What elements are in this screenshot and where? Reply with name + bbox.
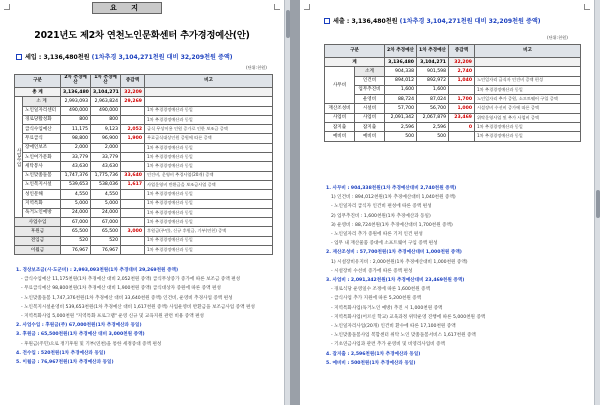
table-row (15, 115, 273, 124)
table-row (325, 113, 581, 122)
value-1st-budget: 2,067,879 (417, 113, 449, 122)
value-change (121, 162, 145, 171)
header-cell: 1차 추경예산 (91, 75, 121, 88)
value-change: 2,052 (121, 125, 145, 134)
value-1st-budget: 76,967 (91, 246, 121, 255)
table-header-row (325, 45, 581, 58)
value-change: 23,469 (449, 113, 475, 122)
value-change: 1,040 (449, 76, 475, 85)
note-line: - 노인맞춤돌봄사업 복합센터 위탁 노인 맞춤돌봄서비스 1,617천원 증액 (331, 333, 476, 339)
value-change (121, 208, 145, 217)
revenue-notes (16, 266, 278, 367)
row-label: 노인복지시설 (23, 180, 61, 189)
value-change: 3,000 (121, 227, 145, 236)
group-label: 사무비 (325, 67, 355, 104)
value-2nd-budget: 11,175 (61, 125, 91, 134)
revenue-summary-text: 세입 : 3,136,480천원 (25, 54, 90, 61)
value-1st-budget: 490,000 (91, 106, 121, 115)
table-row (15, 236, 273, 245)
scrollbar-thumb[interactable] (596, 190, 600, 218)
value-1st-budget: 1,600 (417, 85, 449, 94)
value-change (121, 236, 145, 245)
group-label: 예비비 (325, 132, 355, 141)
group-label: 사업비 (325, 113, 355, 122)
note-line: - 후원금(주민)으로 정기후원 및 기부(연천)을 통한 세정증대 증액 편성 (21, 341, 162, 347)
row-note: 1차 추경경정예산과 동일 (145, 190, 273, 199)
value-2nd-budget: 490,000 (61, 106, 91, 115)
table-row (15, 97, 273, 106)
row-label: 예비비 (355, 132, 385, 141)
header-cell: 비고 (145, 75, 273, 88)
row-label: 성인문해 (23, 190, 61, 199)
value-1st-budget: 43,630 (91, 162, 121, 171)
group-label: 재산조성비 (325, 104, 355, 113)
value-change: 1,000 (449, 104, 475, 113)
note-line: - 무료급식예산 98,800천원(1차 추경예산 대비 1,900천원 증액) 급식대상자 증원에 따른 증액 편성 (21, 286, 221, 292)
row-note: 1차 추경경정예산과 동일 (145, 143, 273, 152)
row-label: 경로당활성화 (23, 115, 61, 124)
row-note: 1차 추경경정예산과 동일 (475, 85, 581, 94)
row-label: 후원금 (15, 227, 61, 236)
row-note: 1차 추경경정예산과 동일 (145, 115, 273, 124)
note-line: 1) 인건비 : 894,012천원(1차 추경예산대비 1,040천원 증액) (331, 195, 456, 201)
row-note: 1차 추경경정예산과 동일 (145, 208, 273, 217)
table-row (15, 134, 273, 143)
value-2nd-budget: 57,700 (385, 104, 417, 113)
table-row (15, 227, 273, 236)
value-2nd-budget: 98,800 (61, 134, 91, 143)
expense-summary (324, 18, 541, 25)
note-line: 2. 재산조성비 : 57,700천원(1차 추경예산대비 1,000천원 증액) (326, 250, 462, 256)
value-1st-budget: 892,972 (417, 76, 449, 85)
row-label: 인건비 (355, 76, 385, 85)
row-label: 운영비 (355, 95, 385, 104)
value-2nd-budget: 894,012 (385, 76, 417, 85)
value-change: 0 (449, 123, 475, 132)
value-1st-budget: 5,000 (91, 199, 121, 208)
note-line: 5. 예비비 : 500천원(1차 추경예산과 동일) (326, 360, 416, 366)
value-change: 2,740 (449, 67, 475, 76)
table-row (325, 85, 581, 94)
row-note (475, 67, 581, 76)
row-note: 인건비, 운영비 추경사업(20개) 증액 (145, 171, 273, 180)
value-1st-budget: 9,123 (91, 125, 121, 134)
value-2nd-budget: 1,600 (385, 85, 417, 94)
row-note: 노인일자리 추가 증원, 소프트웨어 구입 증액 (475, 95, 581, 104)
value-2nd-budget: 2,596 (385, 123, 417, 132)
crop-mark (584, 4, 590, 10)
row-label: 잡지출 (355, 123, 385, 132)
row-label: 업무추진비 (355, 85, 385, 94)
row-label: 노인여가문화 (23, 153, 61, 162)
row-note (145, 97, 273, 106)
summary-banner: 요 지 (92, 2, 162, 14)
row-label: 소 계 (23, 97, 61, 106)
page-gap (290, 0, 300, 405)
value-1st-budget: 67,000 (91, 218, 121, 227)
header-cell: 증감액 (121, 75, 145, 88)
value-2nd-budget: 88,724 (385, 95, 417, 104)
table-row (15, 125, 273, 134)
expense-summary-text: 세출 : 3,136,480천원 (333, 18, 398, 25)
value-2nd-budget: 43,630 (61, 162, 91, 171)
value-2nd-budget: 520 (61, 236, 91, 245)
value-2nd-budget: 3,136,480 (61, 88, 91, 97)
table-row (15, 199, 273, 208)
note-line: 3. 사업비 : 2,091,342천원(1차 추경예산대비 23,469천원 증액) (326, 278, 465, 284)
header-cell: 2차 추경예산 (385, 45, 417, 58)
note-line: 2) 업무추진비 : 1,600천원(1차 추경예산과 동일) (331, 213, 431, 219)
value-1st-budget: 538,036 (91, 180, 121, 189)
note-line: - 급식사업 추가 지원에 따른 5,200천원 증액 (331, 296, 422, 302)
header-cell: 구분 (15, 75, 61, 88)
value-change: 1,700 (449, 95, 475, 104)
row-note: 무료급식대상인원 증원에 따른 증액 (145, 134, 273, 143)
value-2nd-budget: 800 (61, 115, 91, 124)
value-change (449, 132, 475, 141)
value-change (121, 143, 145, 152)
note-line: - 노인일자리사업(20개) 인건비 환수에 따른 17,100천원 증액 (331, 324, 456, 330)
row-note: 노인일자리 급식자 인건비 증액 편성 (475, 76, 581, 85)
note-line: - 노인일자리 급식자 인건비 편성에 따른 증액 편성 (331, 204, 432, 210)
note-line: - 업무 내 재산물품 증대에 소프트웨어 구입 증액 편성 (331, 241, 438, 247)
value-1st-budget: 87,024 (417, 95, 449, 104)
value-2nd-budget: 65,500 (61, 227, 91, 236)
document-page-left (0, 0, 284, 405)
table-row (15, 218, 273, 227)
row-label: 전입금 (15, 236, 61, 245)
table-header-row (15, 75, 273, 88)
value-change (121, 190, 145, 199)
table-row (15, 143, 273, 152)
value-1st-budget: 96,900 (91, 134, 121, 143)
row-note: 1차 추경경정예산과 동일 (145, 106, 273, 115)
row-label: 소계 (355, 67, 385, 76)
value-2nd-budget: 67,000 (61, 218, 91, 227)
row-note: 1차 추경경정예산과 동일 (145, 236, 273, 245)
value-2nd-budget: 539,653 (61, 180, 91, 189)
value-1st-budget: 2,000 (91, 143, 121, 152)
value-1st-budget: 1,775,736 (91, 171, 121, 180)
value-1st-budget: 800 (91, 115, 121, 124)
note-line: - 지역특화사업 5,000천원 "지역특화 프로그램" 운영 신규 및 교육지원 관련 비용 증액 편성 (21, 314, 204, 320)
revenue-summary (16, 54, 233, 61)
header-cell: 비고 (475, 45, 581, 58)
table-row (15, 180, 273, 189)
note-line: 3) 운영비 : 88,724천원(1차 추경예산대비 1,700천원 증액) (331, 222, 453, 228)
table-row (325, 123, 581, 132)
value-2nd-budget: 4,550 (61, 190, 91, 199)
value-2nd-budget: 5,000 (61, 199, 91, 208)
row-note (475, 58, 581, 67)
revenue-table (14, 74, 273, 255)
value-change (121, 115, 145, 124)
value-change (121, 218, 145, 227)
value-change (121, 153, 145, 162)
value-2nd-budget: 500 (385, 132, 417, 141)
table-row (325, 132, 581, 141)
value-change: 1,900 (121, 134, 145, 143)
value-change: 32,209 (121, 88, 145, 97)
row-label: 사업수입 (15, 218, 61, 227)
row-label: 장애인보조 (23, 143, 61, 152)
document-page-right (300, 0, 600, 405)
note-line: - 지역특화사업(독거노인 예방) 추진 시 1,000천원 증액 (331, 305, 443, 311)
header-cell: 1차 추경예산 (417, 45, 449, 58)
row-note: 사업운영비 반환금을 보조금사업 증액 (145, 180, 273, 189)
expense-table (324, 44, 581, 142)
value-1st-budget: 520 (91, 236, 121, 245)
note-line: 1. 사무비 : 904,338천원(1차 추경예산대비 2,740천원 증액) (326, 186, 457, 191)
table-row (15, 88, 273, 97)
value-1st-budget: 4,550 (91, 190, 121, 199)
table-row (15, 171, 273, 180)
value-change: 1,617 (121, 180, 145, 189)
expense-summary-detail: (1차추경 3,104,271천원 대비 32,209천원 증액) (399, 18, 541, 25)
row-note: 급식 무상이용 인원 증가로 인한 보조금 증액 (145, 125, 273, 134)
value-2nd-budget: 24,000 (61, 208, 91, 217)
note-line: 3. 후원금 : 65,500천원(1차 추경예산 대비 3,000천원 증액) (16, 332, 145, 338)
value-2nd-budget: 2,000 (61, 143, 91, 152)
row-label: 지역특화 (23, 199, 61, 208)
page-title: 2021년도 제2차 연천노인문화센터 추가경정예산(안) (34, 30, 250, 41)
expense-notes (326, 184, 588, 368)
value-1st-budget: 2,596 (417, 123, 449, 132)
note-line: 4. 잡지출 : 2,596천원(1차 추경예산과 동일) (326, 351, 421, 357)
value-1st-budget: 500 (417, 132, 449, 141)
note-line: - 급식수입예산 11,175천원(1차 추경예산 대비 2,052천원 증액) 급식무상증가 증가에 따른 보조금 증액 편성 (21, 277, 241, 283)
table-row (325, 104, 581, 113)
row-note: 1차 추경경정예산과 동일 (145, 199, 273, 208)
header-cell: 2차 추경예산 (61, 75, 91, 88)
row-label: 급식수입예산 (23, 125, 61, 134)
table-row (15, 246, 273, 255)
row-note: 1차 추경경정예산과 동일 (145, 153, 273, 162)
note-line: 2. 사업수입 : 후원금(주) 67,000천원(1차 추경예산과 동일) (16, 323, 142, 329)
row-label: 총 계 (15, 88, 61, 97)
value-change: 29,269 (121, 97, 145, 106)
table-row (15, 106, 273, 115)
table-row (325, 67, 581, 76)
square-bullet-icon (16, 54, 22, 60)
row-note: 1차 추경경정예산과 동일 (145, 246, 273, 255)
value-1st-budget: 3,104,271 (91, 88, 121, 97)
group-label: 잡지출 (325, 123, 355, 132)
unit-label: (단위:천원) (547, 35, 568, 40)
value-2nd-budget: 904,338 (385, 67, 417, 76)
value-2nd-budget: 2,993,093 (61, 97, 91, 106)
row-label: 시설비 (355, 104, 385, 113)
crop-mark (304, 4, 310, 10)
row-label: 이월금 (15, 246, 61, 255)
value-change (121, 199, 145, 208)
row-note (145, 88, 273, 97)
header-cell: 구분 (325, 45, 385, 58)
row-label: 노인일자리센터 (23, 106, 61, 115)
table-row (325, 95, 581, 104)
value-1st-budget: 3,104,271 (417, 58, 449, 67)
note-line: 1. 경상보조금(시·도군비) : 2,993,093천원(1차 추경대비 29,269천원 증액) (16, 268, 179, 273)
row-label: 계 (325, 58, 385, 67)
value-change (449, 85, 475, 94)
row-label: 노인맞춤돌봄 (23, 171, 61, 180)
note-line: - 지역특화사업(어르신 학교) 교육과정 위탁운영 진행에 따른 5,000천원 증액 (331, 314, 486, 320)
crop-mark (4, 4, 10, 10)
table-row (15, 162, 273, 171)
row-note: 1차 추경경정예산과 동일 (145, 162, 273, 171)
row-label: 무료급식 (23, 134, 61, 143)
value-change: 33,640 (121, 171, 145, 180)
note-line: 4. 전수입 : 520천원(1차 추경예산과 동일) (16, 350, 106, 356)
header-cell: 증감액 (449, 45, 475, 58)
row-note: 1차 추경경정예산과 동일 (475, 132, 581, 141)
table-row (325, 76, 581, 85)
unit-label: (단위:천원) (246, 65, 267, 70)
row-note: 1차 추경경정예산과 동일 (475, 123, 581, 132)
table-row (15, 153, 273, 162)
note-line: - 노인복지시설운영비 539,653천원(1차 추경예산 대비 1,617천원 증액) 사업운영비 반환금을 보조금사업 증액 편성 (21, 304, 255, 310)
value-1st-budget: 24,000 (91, 208, 121, 217)
square-bullet-icon (324, 18, 330, 24)
note-line: - 노인일자리 추가 증원에 따른 기저 인건 편성 (331, 232, 423, 238)
row-note: 후원금(주민), 신규 후원금, 기부(연천) 증액 (145, 227, 273, 236)
value-2nd-budget: 33,779 (61, 153, 91, 162)
value-2nd-budget: 3,136,480 (385, 58, 417, 67)
crop-mark (274, 4, 280, 10)
value-1st-budget: 2,963,824 (91, 97, 121, 106)
row-label: 사업비 (355, 113, 385, 122)
table-row (15, 190, 273, 199)
value-2nd-budget: 76,967 (61, 246, 91, 255)
note-line: - 노인맞춤돌봄 1,747,376천원(1차 추경예산 대비 33,640천원 증액) 인건비, 운영비 추경사업 증액 편성 (21, 295, 233, 301)
row-note: 1차 추경경정예산과 동일 (145, 218, 273, 227)
note-line: 5. 이월금 : 76,967천원(1차 추경예산과 동일) (16, 360, 114, 366)
value-1st-budget: 56,700 (417, 104, 449, 113)
value-2nd-budget: 1,747,376 (61, 171, 91, 180)
value-2nd-budget: 2,091,342 (385, 113, 417, 122)
note-line: 1) 시설장비유지비 : 2,000천원(1차 추경예산대비 1,000천원 증액) (331, 259, 468, 265)
note-line: - 기초연금사업과 관련 추가 운영비 및 비영리사업비 증액 (331, 342, 445, 348)
value-change: 32,209 (449, 58, 475, 67)
table-row (325, 58, 581, 67)
note-line: - 시설장비 수선비 증가에 따른 증액 편성 (331, 268, 413, 274)
revenue-summary-detail: (1차추경 3,104,271천원 대비 32,209천원 증액) (91, 54, 233, 61)
scrollbar-right[interactable] (594, 0, 600, 405)
note-line: - 경로식당 운영일수 조정에 따른 1,600천원 증액 (331, 287, 431, 293)
value-1st-budget: 901,598 (417, 67, 449, 76)
row-note: 위탁운영사업 및 추가 사업비 증액 (475, 113, 581, 122)
value-change (121, 246, 145, 255)
value-change (121, 106, 145, 115)
row-label: 세탁봉사 (23, 162, 61, 171)
row-label: 독거노인예방 (23, 208, 61, 217)
table-row (15, 208, 273, 217)
value-1st-budget: 33,779 (91, 153, 121, 162)
group-label: 사업수입 (15, 97, 23, 218)
row-note: 시설장비 수선비 증가에 따른 증액 (475, 104, 581, 113)
value-1st-budget: 65,500 (91, 227, 121, 236)
